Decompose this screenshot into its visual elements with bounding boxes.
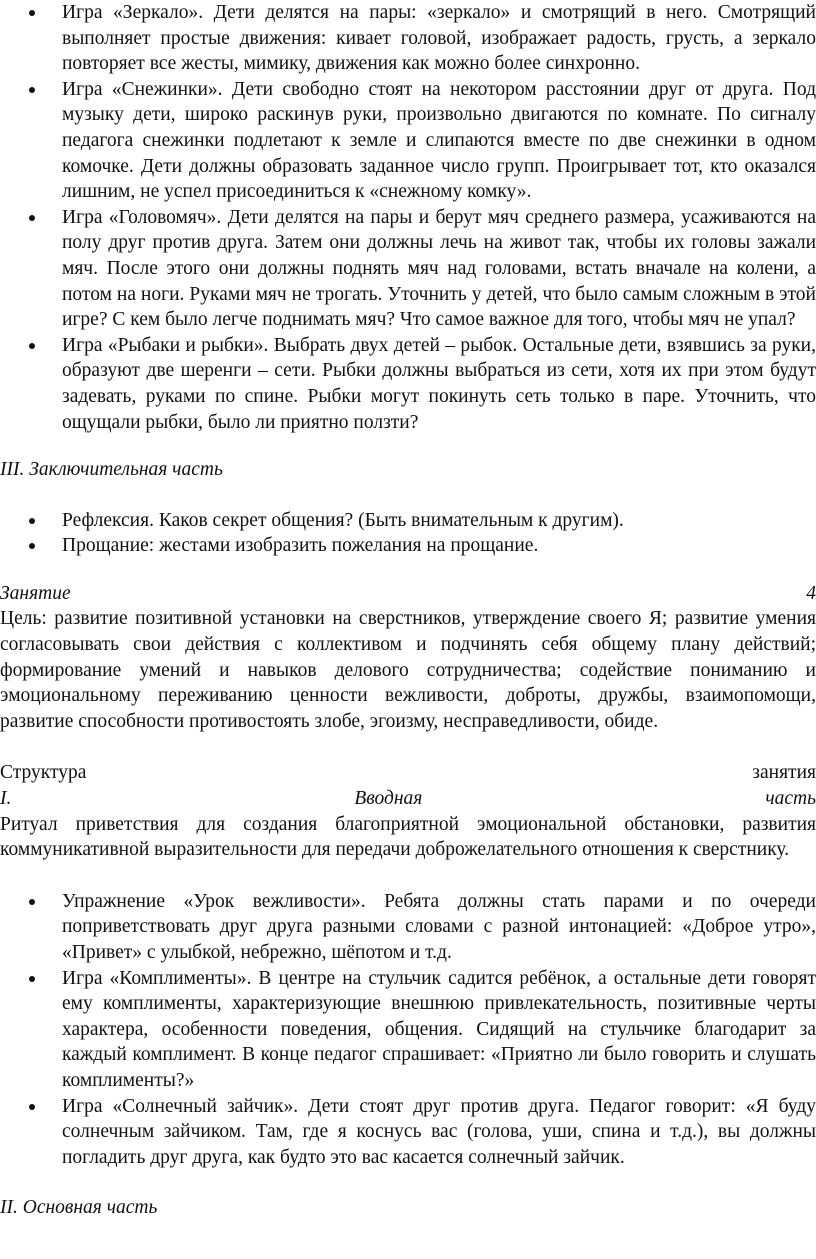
- bullet-icon: [29, 343, 35, 349]
- list-item-text: Игра «Снежинки». Дети свободно стоят на некотором расстоянии друг от друга. Под музыку дети, широко раскинув руки, произвольно двигаются по комнате. По сигналу педагога снежинки подлетают к земле и слипаются вместе по две снежинки в одном комочке. Дети должны образовать заданное число групп. Проигрывает тот, кто оказался лишним, не успел присоединиться к «снежному комку».: [62, 78, 816, 203]
- section-heading-main: II. Основная часть: [0, 1197, 158, 1219]
- bullet-icon: [29, 215, 35, 221]
- lesson-label: Занятие: [0, 582, 71, 604]
- list-item: [0, 205, 816, 333]
- list-item: [0, 966, 816, 1094]
- list-item-text: Рефлексия. Каков секрет общения? (Быть внимательным к другим).: [62, 509, 624, 531]
- bullet-icon: [29, 543, 35, 549]
- list-item-text: Игра «Зеркало». Дети делятся на пары: «зеркало» и смотрящий в него. Смотрящий выполняет простые движения: кивает головой, изображает радость, грусть, а зеркало повторяет все жесты, мимику, движения как можно более синхронно.: [62, 2, 816, 75]
- bullet-icon: [29, 976, 35, 982]
- list-item: [0, 533, 816, 559]
- bullet-icon: [29, 518, 35, 524]
- list-item-text: Игра «Головомяч». Дети делятся на пары и берут мяч среднего размера, усаживаются на полу друг против друга. Затем они должны лечь на живот так, чтобы их головы зажали мяч. После этого они должны поднять мяч над головами, встать вначале на колени, а потом на ноги. Руками мяч не трогать. Уточнить у детей, что было самым сложным в этой игре? С кем было легче поднимать мяч? Что самое важное для того, чтобы мяч не упал?: [62, 206, 816, 331]
- structure-right: занятия: [752, 762, 816, 784]
- bullet-icon: [29, 899, 35, 905]
- list-item-text: Игра «Комплименты». В центре на стульчик садится ребёнок, а остальные дети говорят ему комплименты, характеризующие внешнюю привлекательность, позитивные черты характера, особенности поведения, общения. Сидящий на стульчике благодарит за каждый комплимент. В конце педагог спрашивает: «Приятно ли было говорить и слушать комплименты?»: [62, 967, 816, 1091]
- lesson-goal: Цель: развитие позитивной установки на сверстников, утверждение своего Я; развитие умения согласовывать свои действия с коллективом и подчинять себя общему плану действий; формирование умений и навыков делового сотрудничества; содействие пониманию и эмоциональному переживанию ценности вежливости, доброты, дружбы, взаимопомощи, развитие способности противостоять злобе, эгоизму, несправедливости, обиде.: [0, 608, 816, 732]
- list-item: [0, 508, 816, 534]
- lesson-number: 4: [806, 582, 816, 604]
- lesson-heading: [0, 581, 816, 607]
- list-item-text: Упражнение «Урок вежливости». Ребята должны стать парами и по очереди поприветствовать друг друга разными словами с разной интонацией: «Доброе утро», «Привет» с улыбкой, небрежно, шёпотом и т.д.: [62, 890, 816, 963]
- structure-heading: [0, 760, 816, 786]
- list-item-text: Игра «Солнечный зайчик». Дети стоят друг против друга. Педагог говорит: «Я буду солнечным зайчиком. Там, где я коснусь вас (голова, уши, спина и т.д.), вы должны погладить друг друга, как будто это вас касается солнечный зайчик.: [62, 1095, 816, 1168]
- ritual-text: Ритуал приветствия для создания благоприятной эмоциональной обстановки, развития коммуникативной выразительности для передачи доброжелательного отношения к сверстнику.: [0, 813, 816, 861]
- bullet-icon: [29, 87, 35, 93]
- list-item: [0, 0, 816, 77]
- intro-word: Вводная: [354, 788, 423, 810]
- bullet-icon: [29, 10, 35, 16]
- final-list: [0, 508, 816, 559]
- list-item: [0, 77, 816, 205]
- list-item: [0, 889, 816, 966]
- intro-list: [0, 889, 816, 1171]
- list-item: [0, 333, 816, 435]
- intro-num: I.: [0, 788, 12, 810]
- list-item-text: Прощание: жестами изобразить пожелания на прощание.: [62, 535, 539, 557]
- structure-left: Структура: [0, 762, 87, 784]
- list-item-text: Игра «Рыбаки и рыбки». Выбрать двух детей – рыбок. Остальные дети, взявшись за руки, образуют две шеренги – сети. Рыбки должны выбраться из сети, хотя их при этом будут задевать, руками по спине. Рыбки могут покинуть сеть только в паре. Уточнить, что ощущали рыбки, было ли приятно ползти?: [62, 334, 816, 433]
- section-heading-final: III. Заключительная часть: [0, 459, 223, 481]
- intro-heading: [0, 786, 816, 812]
- list-item: [0, 1094, 816, 1171]
- intro-part: часть: [765, 788, 816, 810]
- games-list: [0, 0, 816, 435]
- bullet-icon: [29, 1104, 35, 1110]
